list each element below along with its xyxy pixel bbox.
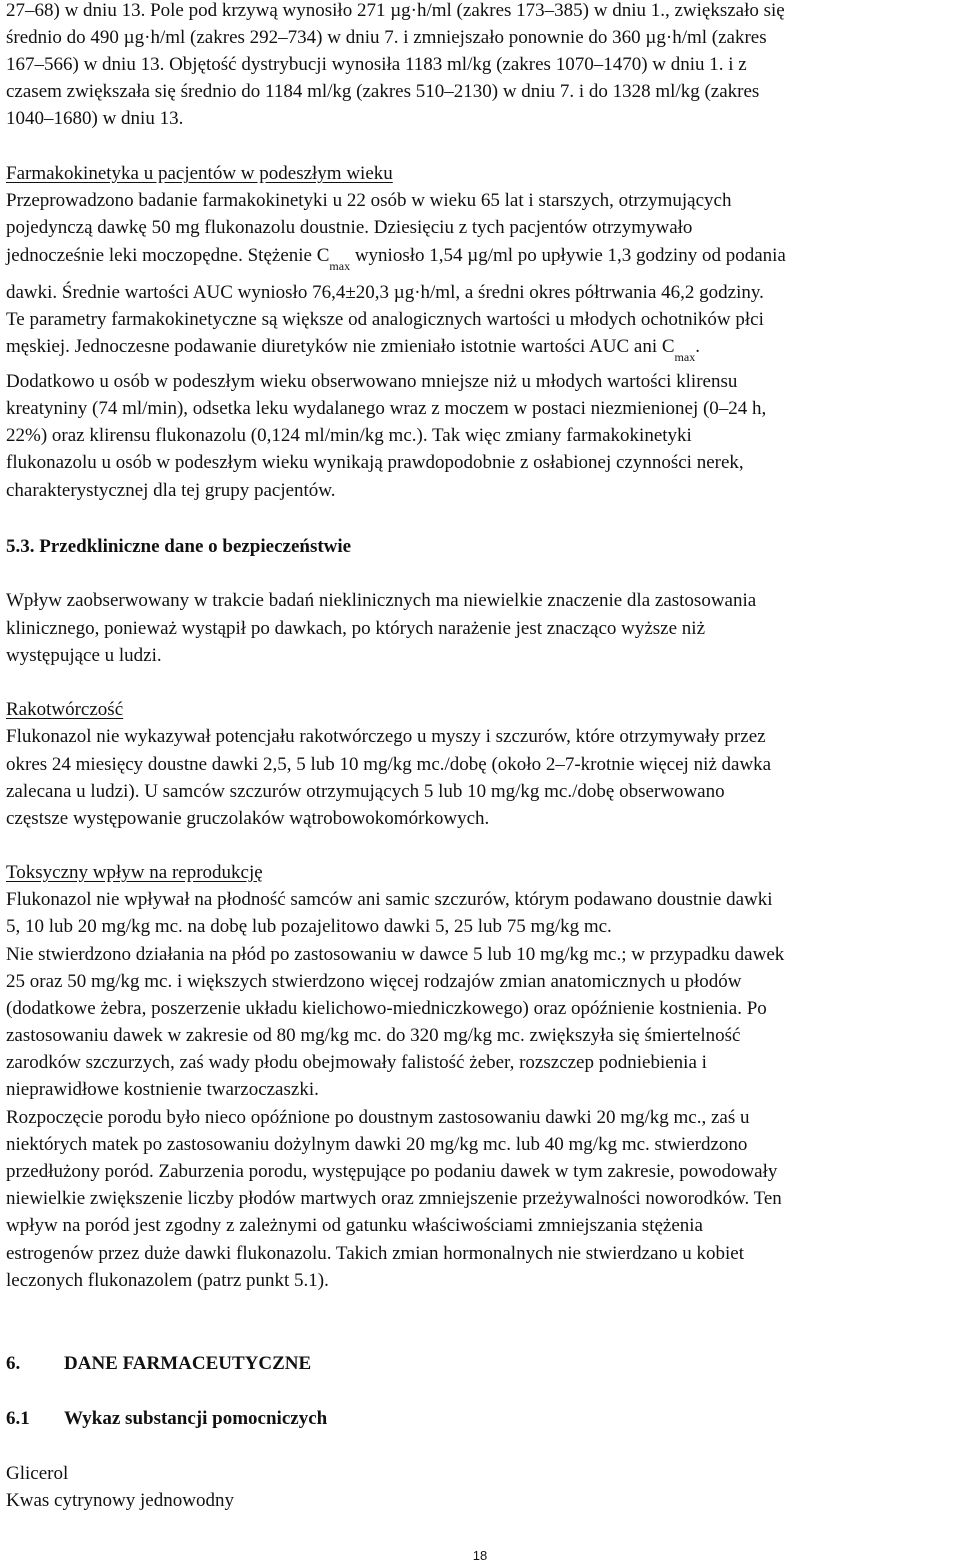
text-line: 5, 10 lub 20 mg/kg mc. na dobę lub pozajelitowo dawki 5, 25 lub 75 mg/kg mc. bbox=[6, 916, 612, 937]
text-line: Dodatkowo u osób w podeszłym wieku obserwowano mniejsze niż u młodych wartości klirensu bbox=[6, 371, 738, 392]
text-line: charakterystycznej dla tej grupy pacjentów. bbox=[6, 480, 336, 501]
text-line: klinicznego, ponieważ wystąpił po dawkach, po których narażenie jest znacząco wyższe niż bbox=[6, 618, 706, 639]
text-line: Rozpoczęcie porodu było nieco opóźnione po doustnym zastosowaniu dawki 20 mg/kg mc., zaś u bbox=[6, 1107, 750, 1128]
text-line: zastosowaniu dawek w zakresie od 80 mg/kg mc. do 320 mg/kg mc. zwiększyła się śmiertelność bbox=[6, 1025, 741, 1046]
text-line: niewielkie zwiększenie liczby płodów martwych oraz zmniejszenie przeżywalności noworodków. Ten bbox=[6, 1188, 782, 1209]
text-line: Wpływ zaobserwowany w trakcie badań nieklinicznych ma niewielkie znaczenie dla zastosowania bbox=[6, 590, 757, 611]
text-fragment: wyniosło 1,54 µg/ml po upływie 1,3 godziny od podania bbox=[350, 245, 786, 266]
text-line bbox=[6, 336, 700, 364]
section-heading-reproduction: Toksyczny wpływ na reprodukcję bbox=[6, 862, 263, 883]
text-line: 22%) oraz klirensu flukonazolu (0,124 ml/min/kg mc.). Tak więc zmiany farmakokinetyki bbox=[6, 425, 692, 446]
text-line: 25 oraz 50 mg/kg mc. i większych stwierdzono więcej rodzajów zmian anatomicznych u płodów bbox=[6, 971, 742, 992]
text-line: Przeprowadzono badanie farmakokinetyki u 22 osób w wieku 65 lat i starszych, otrzymujących bbox=[6, 190, 732, 211]
text-line: 1040–1680) w dniu 13. bbox=[6, 108, 184, 129]
text-fragment: . bbox=[695, 336, 700, 357]
text-fragment: jednocześnie leki moczopędne. Stężenie C bbox=[6, 245, 330, 266]
text-line: przedłużony poród. Zaburzenia porodu, występujące po podaniu dawek w tym zakresie, powodowały bbox=[6, 1161, 778, 1182]
section-heading-5-3: 5.3. Przedkliniczne dane o bezpieczeństwie bbox=[6, 536, 352, 557]
text-line: średnio do 490 µg·h/ml (zakres 292–734) w dniu 7. i zmniejszało ponownie do 360 µg·h/ml (zakres bbox=[6, 27, 767, 48]
section-title: DANE FARMACEUTYCZNE bbox=[64, 1353, 312, 1374]
text-line: flukonazolu u osób w podeszłym wieku wynikają prawdopodobnie z osłabionej czynności nerek, bbox=[6, 452, 744, 473]
subscript: max bbox=[674, 350, 696, 364]
text-line: zalecana u ludzi). U samców szczurów otrzymujących 5 lub 10 mg/kg mc./dobę obserwowano bbox=[6, 781, 725, 802]
text-line: Flukonazol nie wykazywał potencjału rakotwórczego u myszy i szczurów, które otrzymywały przez bbox=[6, 726, 766, 747]
text-line: występujące u ludzi. bbox=[6, 645, 162, 666]
section-heading-6 bbox=[6, 1353, 311, 1375]
section-heading-6-1 bbox=[6, 1408, 327, 1430]
text-line: Te parametry farmakokinetyczne są większe od analogicznych wartości u młodych ochotników płci bbox=[6, 309, 764, 330]
text-line: Nie stwierdzono działania na płód po zastosowaniu w dawce 5 lub 10 mg/kg mc.; w przypadku dawek bbox=[6, 944, 785, 965]
page-number: 18 bbox=[472, 1548, 488, 1563]
text-line: leczonych flukonazolem (patrz punkt 5.1). bbox=[6, 1270, 329, 1291]
text-line: częstsze występowanie gruczolaków wątrobowokomórkowych. bbox=[6, 808, 490, 829]
text-line: kreatyniny (74 ml/min), odsetka leku wydalanego wraz z moczem w postaci niezmienionej (0–24 h, bbox=[6, 398, 767, 419]
section-number: 6. bbox=[6, 1353, 21, 1374]
section-heading-carcinogenicity: Rakotwórczość bbox=[6, 699, 124, 720]
text-line: dawki. Średnie wartości AUC wyniosło 76,4±20,3 µg·h/ml, a średni okres półtrwania 46,2 godziny. bbox=[6, 282, 764, 303]
text-line: (dodatkowe żebra, poszerzenie układu kielichowo-miedniczkowego) oraz opóźnienie kostnienia. Po bbox=[6, 998, 767, 1019]
text-line: niektórych matek po zastosowaniu dożylnym dawki 20 mg/kg mc. lub 40 mg/kg mc. stwierdzono bbox=[6, 1134, 748, 1155]
excipient-item: Glicerol bbox=[6, 1463, 69, 1484]
section-heading-elderly: Farmakokinetyka u pacjentów w podeszłym wieku bbox=[6, 163, 393, 184]
text-fragment: męskiej. Jednoczesne podawanie diuretyków nie zmieniało istotnie wartości AUC ani C bbox=[6, 336, 675, 357]
text-line: czasem zwiększała się średnio do 1184 ml/kg (zakres 510–2130) w dniu 7. i do 1328 ml/kg (zakres bbox=[6, 81, 760, 102]
text-line: 167–566) w dniu 13. Objętość dystrybucji wynosiła 1183 ml/kg (zakres 1070–1470) w dniu 1. i z bbox=[6, 54, 747, 75]
text-line: Flukonazol nie wpływał na płodność samców ani samic szczurów, którym podawano doustnie dawki bbox=[6, 889, 773, 910]
text-line: nieprawidłowe kostnienie twarzoczaszki. bbox=[6, 1079, 319, 1100]
text-line: pojedynczą dawkę 50 mg flukonazolu doustnie. Dziesięciu z tych pacjentów otrzymywało bbox=[6, 217, 693, 238]
text-line: wpływ na poród jest zgodny z zależnymi od gatunku właściwościami zmniejszania stężenia bbox=[6, 1215, 703, 1236]
text-line: okres 24 miesięcy doustne dawki 2,5, 5 lub 10 mg/kg mc./dobę (około 2–7-krotnie więcej niż dawka bbox=[6, 754, 772, 775]
section-number: 6.1 bbox=[6, 1408, 30, 1429]
text-line: zarodków szczurzych, zaś wady płodu obejmowały falistość żeber, rozszczep podniebienia i bbox=[6, 1052, 707, 1073]
excipient-item: Kwas cytrynowy jednowodny bbox=[6, 1490, 234, 1511]
text-line bbox=[6, 245, 786, 273]
subscript: max bbox=[329, 259, 351, 273]
section-title: Wykaz substancji pomocniczych bbox=[64, 1408, 328, 1429]
text-line: 27–68) w dniu 13. Pole pod krzywą wynosiło 271 µg·h/ml (zakres 173–385) w dniu 1., zwiększało się bbox=[6, 0, 785, 21]
text-line: estrogenów przez duże dawki flukonazolu. Takich zmian hormonalnych nie stwierdzano u kobiet bbox=[6, 1243, 745, 1264]
